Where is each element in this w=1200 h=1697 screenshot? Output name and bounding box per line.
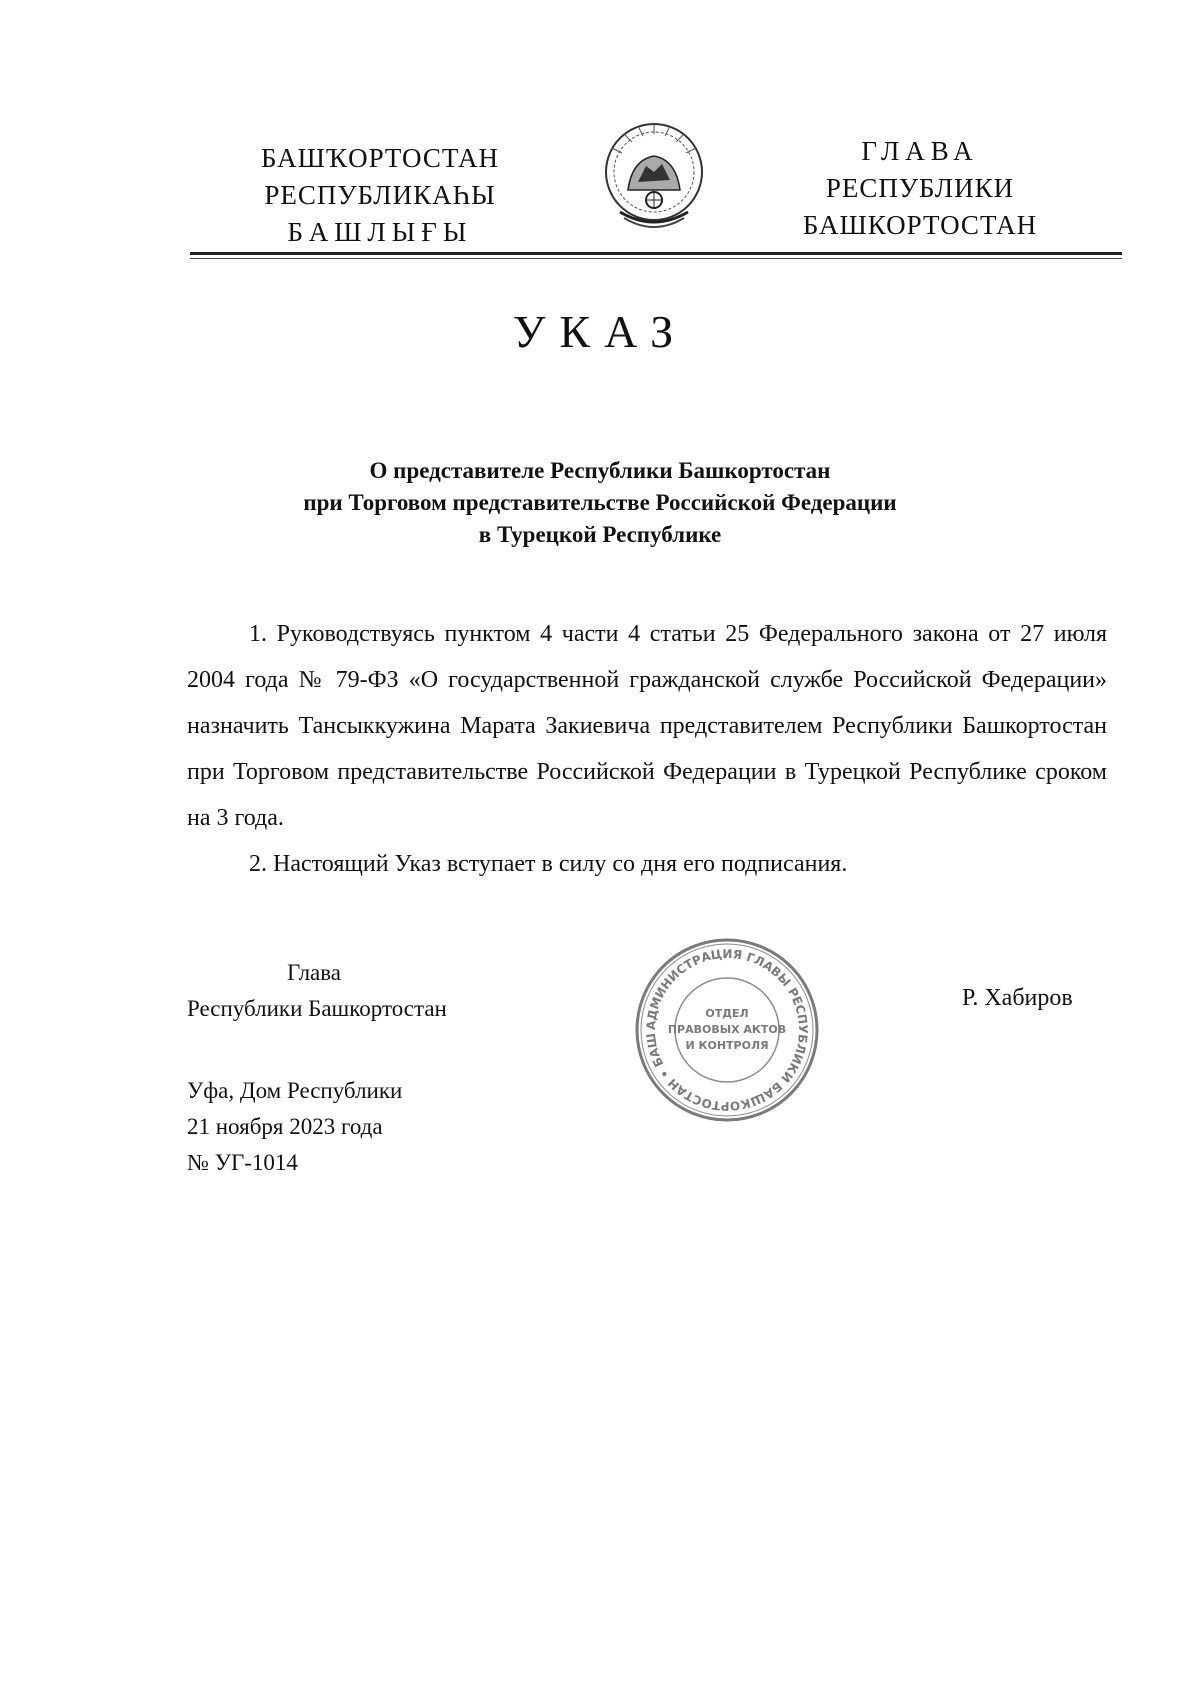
stamp-center-line-3: И КОНТРОЛЯ xyxy=(685,1039,769,1052)
header-rule-thin xyxy=(190,258,1122,259)
paragraph-1: 1. Руководствуясь пунктом 4 части 4 статьи 25 Федерального закона от 27 июля 2004 года № 79-ФЗ «О государственной гражданской службе Российской Федерации» назначить Тансыккужина Марата Закиевича представителем Республики Башкортостан при Торговом представительстве Российской Федерации в Турецкой Республике сроком на 3 года. xyxy=(187,621,1107,831)
subject-line-3: в Турецкой Республике xyxy=(478,522,722,547)
signatory-position xyxy=(187,955,447,1027)
stamp-ring-text: АДМИНИСТРАЦИЯ ГЛАВЫ РЕСПУБЛИКИ БАШКОРТОСТАН • БАШ xyxy=(643,946,811,1114)
subject-line-2: при Торговом представительстве Российской Федерации xyxy=(303,490,897,515)
header-left-block xyxy=(230,140,530,251)
header-right-block xyxy=(770,133,1070,244)
official-stamp xyxy=(632,935,822,1125)
signatory-position-line-1: Глава xyxy=(287,960,342,985)
document-title: УКАЗ xyxy=(512,306,688,357)
header-left-line-1: БАШҠОРТОСТАН xyxy=(260,143,500,173)
header-right-line-1: ГЛАВА xyxy=(861,136,979,166)
document-body xyxy=(187,611,1107,887)
header-right-line-3: БАШКОРТОСТАН xyxy=(802,210,1038,240)
header-right-line-2: РЕСПУБЛИКИ xyxy=(825,173,1015,203)
document-subject xyxy=(200,455,1000,551)
header-left-line-3: БАШЛЫҒЫ xyxy=(287,217,473,247)
signing-place: Уфа, Дом Республики xyxy=(187,1078,403,1103)
header-left-line-2: РЕСПУБЛИКАҺЫ xyxy=(264,180,496,210)
stamp-center-line-2: ПРАВОВЫХ АКТОВ xyxy=(667,1023,787,1036)
coat-of-arms-icon xyxy=(598,120,710,235)
signatory-name: Р. Хабиров xyxy=(962,985,1073,1011)
document-number: № УГ-1014 xyxy=(187,1150,298,1175)
paragraph-2: 2. Настоящий Указ вступает в силу со дня его подписания. xyxy=(249,851,848,877)
signing-date: 21 ноября 2023 года xyxy=(187,1114,383,1139)
place-date-block xyxy=(187,1073,402,1181)
signatory-position-line-2: Республики Башкортостан xyxy=(187,996,447,1021)
header-rule-thick xyxy=(190,252,1122,255)
stamp-center-line-1: ОТДЕЛ xyxy=(705,1007,749,1020)
subject-line-1: О представителе Республики Башкортостан xyxy=(369,458,831,483)
